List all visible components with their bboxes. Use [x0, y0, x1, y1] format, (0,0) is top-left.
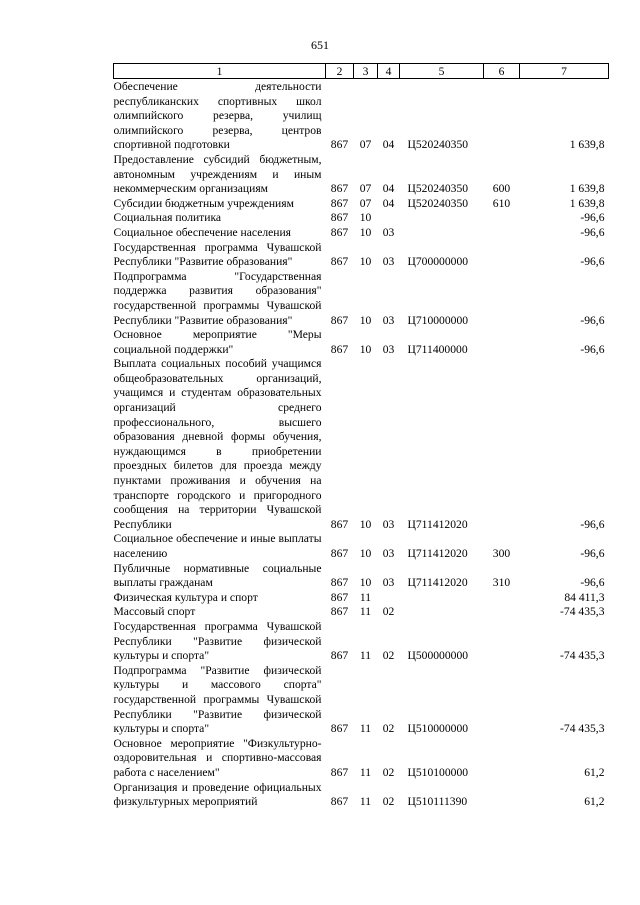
- subsection-code: 02: [382, 649, 395, 663]
- table-row: [114, 153, 609, 197]
- table-row: [114, 211, 609, 226]
- item-name: Государственная программа Чувашской Республики "Развитие образования": [113, 240, 322, 269]
- target-article-code: Ц700000000: [407, 255, 469, 269]
- item-name: Подпрограмма "Развитие физической культуры и массового спорта" государственной программы Чувашской Республики "Развитие физической культуры и спорта": [113, 663, 322, 736]
- header-col-6: 6: [484, 64, 520, 79]
- expense-type-code: 610: [492, 196, 511, 210]
- section-code: 10: [359, 255, 372, 269]
- target-article-code: Ц510111390: [407, 795, 468, 809]
- item-name: Выплата социальных пособий учащимся общеобразовательных организаций, учащимся и студентам образовательных организаций среднего профессионального, высшего образования дневной формы обучения, нуждающимся в приобретении проездных билетов для проезда между пунктами проживания и обучения на транспорте городского и пригородного сообщения на территории Чувашской Республики: [113, 357, 322, 531]
- section-code: 11: [359, 605, 372, 619]
- target-article-code: Ц711412020: [407, 576, 468, 590]
- item-name: Основное мероприятие "Физкультурно-оздоровительная и спортивно-массовая работа с населением": [113, 736, 322, 779]
- admin-code: 867: [330, 547, 349, 560]
- target-article-code: Ц510100000: [407, 765, 469, 779]
- subsection-code: [378, 211, 400, 226]
- amount: -74 435,3: [560, 722, 605, 736]
- subsection-code: 03: [382, 517, 395, 531]
- amount: 1 639,8: [569, 138, 605, 152]
- admin-code: 867: [330, 649, 349, 663]
- admin-code: 867: [330, 765, 349, 779]
- header-col-2: 2: [326, 64, 354, 79]
- expense-type-code: [484, 664, 520, 737]
- expense-type-code: [484, 226, 520, 241]
- table-row: [114, 562, 609, 591]
- header-col-1: 1: [114, 64, 326, 79]
- admin-code: 867: [330, 342, 349, 356]
- item-name: Социальная политика: [113, 211, 222, 225]
- item-name: Физическая культура и спорт: [113, 590, 258, 604]
- admin-code: 867: [330, 605, 349, 619]
- table-row: [114, 241, 609, 270]
- subsection-code: 03: [382, 313, 395, 327]
- expense-type-code: [484, 781, 520, 810]
- section-code: 11: [359, 765, 372, 779]
- item-name: Субсидии бюджетным учреждениям: [113, 196, 294, 210]
- target-article-code: [400, 591, 484, 606]
- amount: -74 435,3: [560, 605, 605, 619]
- section-code: 10: [359, 576, 372, 590]
- subsection-code: 03: [382, 342, 395, 356]
- section-code: 11: [359, 795, 372, 809]
- amount: 84 411,3: [564, 590, 605, 604]
- section-code: 11: [359, 722, 372, 736]
- amount: 1 639,8: [569, 182, 605, 196]
- item-name: Массовый спорт: [113, 605, 196, 619]
- section-code: 07: [359, 138, 372, 152]
- expense-type-code: 300: [492, 547, 511, 560]
- target-article-code: Ц711400000: [407, 342, 468, 356]
- expense-type-code: [484, 605, 520, 620]
- section-code: 07: [359, 182, 372, 196]
- item-name: Государственная программа Чувашской Республики "Развитие физической культуры и спорта": [113, 619, 322, 663]
- header-col-5: 5: [400, 64, 484, 79]
- admin-code: 867: [330, 795, 349, 809]
- target-article-code: Ц711412020: [407, 547, 468, 560]
- table-header-row: [114, 64, 609, 79]
- amount: -96,6: [580, 255, 605, 269]
- amount: 1 639,8: [569, 196, 605, 210]
- header-col-4: 4: [378, 64, 400, 79]
- section-code: 10: [359, 517, 372, 531]
- table-row: [114, 270, 609, 328]
- header-col-7: 7: [520, 64, 609, 79]
- subsection-code: 02: [382, 765, 395, 779]
- budget-table: [113, 63, 609, 810]
- amount: 61,2: [584, 795, 605, 809]
- subsection-code: 04: [382, 138, 395, 152]
- target-article-code: [400, 211, 484, 226]
- table-row: [114, 737, 609, 781]
- target-article-code: Ц500000000: [407, 649, 469, 663]
- expense-type-code: [484, 241, 520, 270]
- item-name: Публичные нормативные социальные выплаты гражданам: [113, 561, 322, 590]
- subsection-code: 03: [382, 225, 395, 239]
- section-code: 10: [359, 225, 372, 239]
- admin-code: 867: [330, 225, 349, 239]
- subsection-code: 02: [382, 605, 395, 619]
- section-code: 10: [359, 211, 372, 225]
- expense-type-code: 600: [492, 182, 511, 196]
- target-article-code: Ц520240350: [407, 196, 469, 210]
- subsection-code: 02: [382, 722, 395, 736]
- section-code: 10: [359, 313, 372, 327]
- item-name: Основное мероприятие "Меры социальной поддержки": [113, 328, 322, 356]
- section-code: 11: [359, 649, 372, 663]
- target-article-code: [400, 226, 484, 241]
- expense-type-code: [484, 328, 520, 357]
- table-row: [114, 357, 609, 532]
- subsection-code: 03: [382, 255, 395, 269]
- admin-code: 867: [330, 182, 349, 196]
- target-article-code: Ц710000000: [407, 313, 469, 327]
- target-article-code: [400, 605, 484, 620]
- amount: -96,6: [580, 342, 605, 356]
- section-code: 10: [359, 547, 372, 560]
- table-row: [114, 664, 609, 737]
- admin-code: 867: [330, 517, 349, 531]
- subsection-code: 04: [382, 182, 395, 196]
- item-name: Организация и проведение официальных физкультурных мероприятий: [113, 780, 322, 809]
- expense-type-code: 310: [492, 576, 511, 590]
- expense-type-code: [484, 591, 520, 606]
- amount: -96,6: [580, 517, 605, 531]
- page-number: 651: [311, 38, 329, 52]
- subsection-code: 03: [382, 547, 395, 560]
- target-article-code: Ц520240350: [407, 182, 469, 196]
- table-row: [114, 197, 609, 212]
- expense-type-code: [484, 620, 520, 664]
- subsection-code: [378, 591, 400, 606]
- admin-code: 867: [330, 722, 349, 736]
- table-row: [114, 328, 609, 357]
- table-row: [114, 605, 609, 620]
- amount: -74 435,3: [560, 649, 605, 663]
- admin-code: 867: [330, 211, 349, 225]
- expense-type-code: [484, 357, 520, 532]
- item-name: Социальное обеспечение населения: [113, 225, 292, 239]
- header-col-3: 3: [354, 64, 378, 79]
- amount: -96,6: [580, 211, 605, 225]
- item-name: Обеспечение деятельности республиканских спортивных школ олимпийского резерва, училищ олимпийского резерва, центров спортивной подготовки: [113, 80, 322, 152]
- amount: -96,6: [580, 313, 605, 327]
- target-article-code: Ц510000000: [407, 722, 469, 736]
- table-row: [114, 620, 609, 664]
- table-row: [114, 532, 609, 561]
- target-article-code: Ц520240350: [407, 138, 469, 152]
- admin-code: 867: [330, 138, 349, 152]
- section-code: 11: [359, 590, 372, 604]
- expense-type-code: [484, 79, 520, 153]
- item-name: Социальное обеспечение и иные выплаты населению: [113, 532, 322, 560]
- admin-code: 867: [330, 255, 349, 269]
- expense-type-code: [484, 270, 520, 328]
- item-name: Подпрограмма "Государственная поддержка развития образования" государственной программы Чувашской Республики "Развитие образования": [113, 269, 322, 327]
- section-code: 07: [359, 196, 372, 210]
- amount: -96,6: [580, 547, 605, 560]
- admin-code: 867: [330, 196, 349, 210]
- amount: -96,6: [580, 225, 605, 239]
- table-row: [114, 591, 609, 606]
- table-row: [114, 781, 609, 810]
- table-row: [114, 226, 609, 241]
- subsection-code: 04: [382, 196, 395, 210]
- subsection-code: 02: [382, 795, 395, 809]
- admin-code: 867: [330, 313, 349, 327]
- expense-type-code: [484, 211, 520, 226]
- item-name: Предоставление субсидий бюджетным, автономным учреждениям и иным некоммерческим организациям: [113, 152, 322, 196]
- section-code: 10: [359, 342, 372, 356]
- expense-type-code: [484, 737, 520, 781]
- amount: 61,2: [584, 765, 605, 779]
- subsection-code: 03: [382, 576, 395, 590]
- admin-code: 867: [330, 576, 349, 590]
- amount: -96,6: [580, 576, 605, 590]
- target-article-code: Ц711412020: [407, 517, 468, 531]
- table-row: [114, 79, 609, 153]
- admin-code: 867: [330, 590, 349, 604]
